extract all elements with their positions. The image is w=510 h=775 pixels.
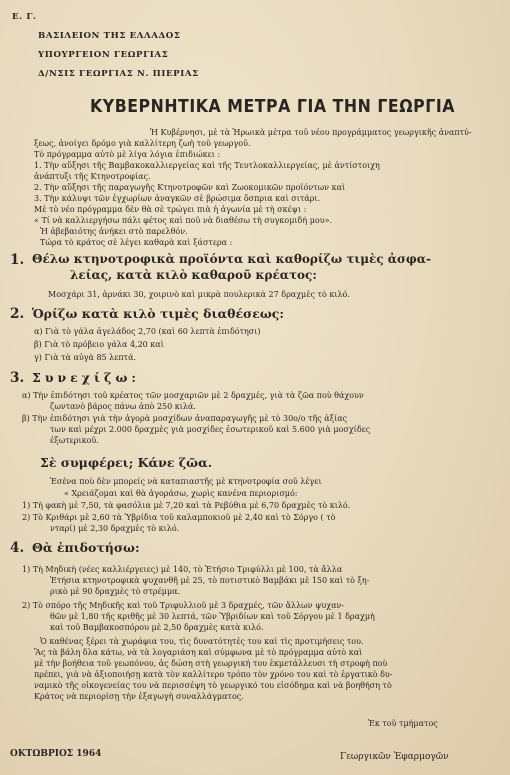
subsection-line: « Χρειάζομαι καὶ θὰ ἀγοράσω, χωρὶς κανένα περιορισμό: [64, 489, 298, 498]
section-2-heading: Ὁρίζω κατὰ κιλὸ τιμὲς διαθέσεως: [32, 306, 284, 321]
section-3-number: 3. [10, 370, 25, 386]
header-initials: Ε. Γ. [12, 12, 37, 22]
section-1-heading-cont: λείας, κατὰ κιλὸ καθαροῦ κρέατος: [70, 268, 317, 282]
section-2-item: γ) Γιὰ τὰ αὐγὰ 85 λεπτά. [34, 353, 137, 362]
intro-line: Μὲ τὸ νέο πρόγραμμα δὲν θὰ σὲ τρώγει πιὰ ἡ ἀγωνία μὲ τὴ σκέψι : [34, 205, 307, 214]
section-3-item: α) Τὴν ἐπιδότησι τοῦ κρέατος τῶν μοσχαριῶν μὲ 2 δραχμές, γιὰ τὰ ζῶα ποὺ θάχουν [22, 391, 364, 400]
signature-dept: Ἐκ τοῦ τμήματος [368, 719, 438, 728]
intro-line: Τώρα τὸ κράτος σὲ λέγει καθαρὰ καὶ ξάστερα : [40, 238, 233, 247]
footer-date: ΟΚΤΩΒΡΙΟΣ 1964 [10, 749, 102, 759]
section-1-number: 1. [10, 252, 25, 268]
closing-line: Ὁ καθένας ξέρει τὰ χωράφια του, τὶς δυνατότητές του καὶ τὶς προτιμήσεις του. [40, 637, 364, 646]
header-directorate: Δ/ΝΣΙΣ ΓΕΩΡΓΙΑΣ Ν. ΠΙΕΡΙΑΣ [38, 69, 199, 79]
section-4-line: θῶν μὲ 1,80 τῆς κριθῆς μὲ 30 λεπτά, τῶν Ὑβριδίων καὶ τοῦ Σόργου μὲ 1 δραχμὴ [50, 612, 375, 621]
subsection-item: 1) Τὴ φακὴ μὲ 7,50, τὰ φασόλια μὲ 7,20 καὶ τὰ Ρεβύθια μὲ 6,70 δραχμὲς τὸ κιλό. [22, 501, 351, 510]
section-4-line: ρικὸ μὲ 90 δραχμὲς τὸ στρέμμα. [50, 587, 181, 596]
closing-line: μὲ τὴν βοήθεια τοῦ γεωπόνου, ἀς δώση στὴ γεωργική του ἐκμετάλλευσι τὴ στροφὴ ποὺ [34, 659, 388, 668]
section-4-line: 1) Τὴ Μηδικὴ (νέες καλλιέργειες) μὲ 140, τὸ Ἐτήσιο Τριφύλλι μὲ 100, τὰ ἄλλα [22, 565, 343, 574]
section-3-heading: Συνεχίζω: [32, 370, 140, 385]
closing-line: Ἂς τὰ βάλη δλα κάτω, νὰ τὰ λογαριάση καὶ σύμφωνα μὲ τὸ πρόγραμμα αὐτὸ καὶ [34, 648, 363, 657]
section-3-item-cont: των καὶ μέχρι 2.000 δραχμὲς γιὰ μοσχίδες ἐσωτερικοῦ καὶ 5.600 γιὰ μοσχίδες [50, 425, 371, 434]
subsection-item-cont: νταρί) μὲ 2,30 δραχμὲς τὸ κιλό. [50, 524, 180, 533]
page-title: ΚΥΒΕΡΝΗΤΙΚΑ ΜΕΤΡΑ ΓΙΑ ΤΗΝ ΓΕΩΡΓΙΑ [90, 97, 455, 117]
header-kingdom: ΒΑΣΙΛΕΙΟΝ ΤΗΣ ΕΛΛΑΔΟΣ [38, 31, 181, 41]
subsection-item: 2) Τὸ Κριθάρι μὲ 2,60 τὰ Ὑβρίδια τοῦ καλαμποκιοῦ μὲ 2,40 καὶ τὸ Σόργο ( τὸ [22, 513, 336, 522]
section-4-heading: Θὰ ἐπιδοτήσω: [32, 540, 140, 555]
intro-line: 1. Τὴν αὔξησι τῆς Βαμβακοκαλλιεργείας καὶ τῆς Τευτλοκαλλιεργείας, μὲ ἀντίστοιχη [34, 161, 380, 170]
intro-line: Ἡ Κυβέρνησι, μὲ τὰ Ἡρωικὰ μέτρα τοῦ νέου προγράμματος γεωργικῆς ἀναπτύ- [150, 128, 472, 137]
header-ministry: ΥΠΟΥΡΓΕΙΟΝ ΓΕΩΡΓΙΑΣ [38, 50, 169, 60]
section-1-text: Μοσχάρι 31, ἀρνάκι 30, χοιρινὸ καὶ μικρὰ πουλερικὰ 27 δραχμὲς τὸ κιλό. [48, 290, 350, 299]
section-4-number: 4. [10, 540, 25, 556]
intro-line: ἀνάπτυξι τῆς Κτηνοτροφίας. [34, 172, 151, 181]
section-4-line: 2) Τὸ σπόρο τῆς Μηδικῆς καὶ τοῦ Τριφυλλιοῦ μὲ 3 δραχμές, τῶν ἄλλων ψυχαν- [22, 601, 345, 610]
section-2-item: α) Γιὰ τὸ γάλα ἀγελάδος 2,70 (καὶ 60 λεπτὰ ἐπιδότησι) [34, 327, 261, 336]
section-3-item-cont: ἐξωτερικοῦ. [50, 436, 99, 445]
section-2-number: 2. [10, 306, 25, 322]
section-1-heading: Θέλω κτηνοτροφικὰ προϊόντα καὶ καθορίζω τιμὲς ἀσφα- [32, 252, 431, 266]
closing-line: ναμικὸ τῆς οἰκογενείας του νὰ περισσέψη τὸ γεωργικό του εἰσόδημα καὶ νὰ βοηθήση τὸ [34, 681, 392, 690]
intro-line: « Τί νὰ καλλιεργήσω πάλι φέτος καὶ ποῦ νὰ διαθέσω τὴ συγκομιδή μου». [34, 216, 333, 225]
intro-line: Τὸ πρόγραμμα αὐτὸ μὲ λίγα λόγια ἐπιδιώκει : [34, 150, 221, 159]
closing-line: Κράτος νὰ περιορίσῃ τὴν ἐξαγωγὴ συναλλάγματος. [34, 692, 244, 701]
subsection-heading: Σὲ συμφέρει; Κάνε ζῶα. [40, 455, 213, 470]
section-2-item: β) Γιὰ τὸ πρόβειο γάλα 4,20 καὶ [34, 340, 164, 349]
section-4-line: Ἐτήσια κτηνοτροφικὰ ψυχανθῆ μὲ 25, τὸ ποτιστικὸ Βαμβάκι μὲ 150 καὶ τὸ ξη- [50, 576, 370, 585]
intro-line: 3. Τὴν κάλυψι τῶν ἐγχωρίων ἀναγκῶν σὲ βρώσιμα ὄσπρια καὶ σιτάρι. [34, 194, 321, 203]
subsection-line: Ἐσένα ποὺ δὲν μπορείς νὰ καταπιαστῆς μὲ κτηνοτροφία σοῦ λέγει [50, 477, 322, 486]
closing-line: πρέπει, γιὰ νὰ ἀξιοποιήσῃ κατὰ τὸν καλλίτερο τρόπο τὸν χρόνο του καὶ τὸ ἐργατικὸ δυ- [34, 670, 393, 679]
section-3-item: β) Τὴν ἐπιδότησι γιὰ τὴν ἀγορὰ μοσχίδων ἀναπαραγωγῆς μὲ τὸ 30ο/ο τῆς ἀξίας [22, 414, 348, 423]
section-3-item-cont: ζωντανὸ βάρος πάνω ἀπὸ 250 κιλά. [50, 402, 196, 411]
signature-office: Γεωργικῶν Ἐφαρμογῶν [340, 752, 449, 762]
section-4-line: καὶ τοῦ Βαμβακοσπόρου μὲ 2,50 δραχμὲς κατὰ κιλό. [50, 623, 264, 632]
intro-line: 2. Τὴν αὔξησι τῆς παραγωγῆς Κτηνοτροφῶν καὶ Ζωοκομικῶν προϊόντων καὶ [34, 183, 346, 192]
intro-line: Ἡ ἀβεβαιότης ἀνήκει στὸ παρελθόν. [40, 227, 188, 236]
intro-line: ξεως, ἀνοίγει δρόμο γιὰ καλλίτερη ζωὴ τοῦ γεωργοῦ. [34, 139, 251, 148]
